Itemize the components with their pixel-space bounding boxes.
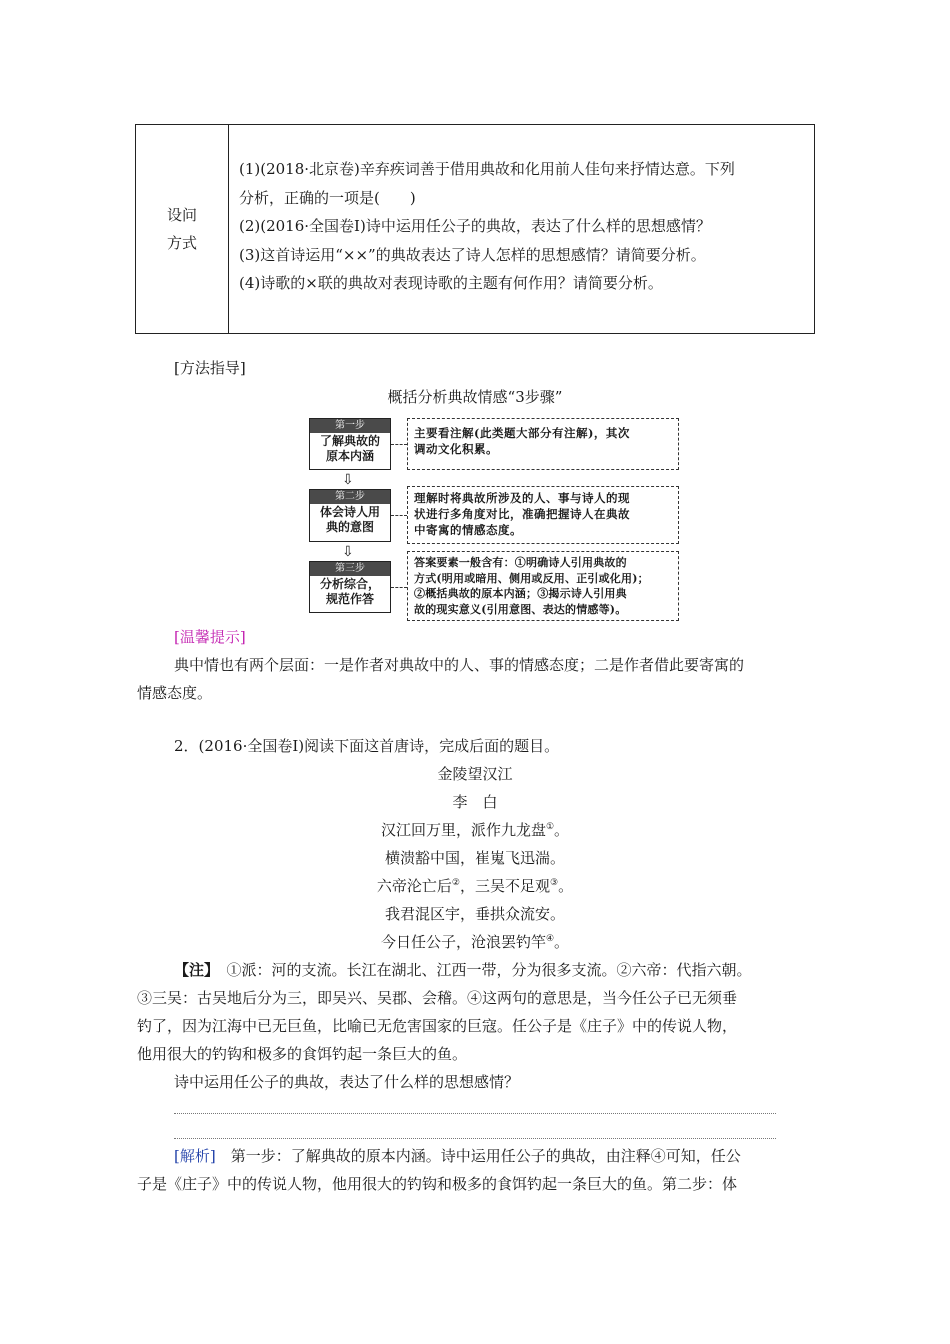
table-header-cell — [136, 125, 229, 333]
analysis-label: [解析] — [174, 1147, 216, 1165]
notes-label: 【注】 — [174, 961, 212, 979]
table-row: (4)诗歌的×联的典故对表现诗歌的主题有何作用？请简要分析。 — [239, 274, 663, 292]
verse-punct: 。 — [554, 821, 570, 839]
verse-text: 我君混区宇，垂拱众流安。 — [384, 905, 565, 923]
description-line: ②概括典故的原本内涵；③揭示诗人引用典 — [414, 587, 627, 600]
step-title — [310, 576, 390, 609]
step-box-2 — [309, 489, 391, 542]
poem-verse — [0, 931, 950, 952]
verse-text: 今日任公子，沧浪罢钓竿 — [380, 933, 546, 951]
table-content-cell — [229, 125, 814, 333]
question-format-table — [135, 124, 815, 334]
step-title-line: 了解典故的 — [319, 434, 380, 448]
question-intro: 2．(2016·全国卷Ⅰ)阅读下面这首唐诗，完成后面的题目。 — [174, 737, 560, 755]
step-title-line: 规范作答 — [325, 592, 374, 606]
step-tag: 第一步 — [310, 419, 390, 433]
poem-verse — [0, 819, 950, 840]
notes-text: ①派：河的支流。长江在湖北、江西一带，分为很多支流。②六帝：代指六朝。 — [211, 961, 752, 979]
answer-line[interactable] — [174, 1113, 776, 1114]
step-connector — [391, 515, 407, 516]
description-line: 中寄寓的情感态度。 — [414, 523, 522, 537]
step-title-line: 原本内涵 — [325, 449, 374, 463]
step-tag: 第二步 — [310, 490, 390, 504]
step-connector — [391, 587, 407, 588]
down-arrow-icon: ⇩ — [342, 544, 354, 560]
poem-title: 金陵望汉江 — [437, 765, 513, 783]
notes-line: 钓了，因为江海中已无巨鱼，比喻已无危害国家的巨寇。任公子是《庄子》中的传说人物， — [137, 1017, 738, 1035]
description-line: 调动文化积累。 — [414, 442, 498, 456]
step-title — [310, 504, 390, 537]
note-marker: ④ — [545, 934, 555, 944]
step-box-1 — [309, 418, 391, 470]
down-arrow-icon: ⇩ — [342, 472, 354, 488]
verse-text: 横溃豁中国，崔嵬飞迅湍。 — [384, 849, 565, 867]
description-line: 方式(明用或暗用、侧用或反用、正引或化用)； — [414, 571, 649, 585]
step-connector — [391, 444, 407, 445]
tip-text-line: 情感态度。 — [137, 684, 213, 702]
analysis-text: 第一步：了解典故的原本内涵。诗中运用任公子的典故，由注释④可知，任公 — [215, 1147, 741, 1165]
step-title-line: 分析综合， — [319, 577, 380, 591]
verse-punct: 。 — [558, 877, 574, 895]
notes-line: 他用很大的钓钩和极多的食饵钓起一条巨大的鱼。 — [137, 1045, 468, 1063]
analysis-line: 子是《庄子》中的传说人物，他用很大的钓钩和极多的食饵钓起一条巨大的鱼。第二步：体 — [137, 1175, 738, 1193]
verse-text: 汉江回万里，派作九龙盘 — [380, 821, 546, 839]
verse-punct: 。 — [554, 933, 570, 951]
table-row: (3)这首诗运用“××”的典故表达了诗人怎样的思想感情？请简要分析。 — [239, 245, 706, 264]
table-row: 分析，正确的一项是( ) — [239, 188, 416, 207]
description-line: 答案要素一般含有：①明确诗人引用典故的 — [414, 556, 627, 569]
diagram-title: 概括分析典故情感“3步骤” — [387, 388, 563, 406]
method-guide-label: [方法指导] — [174, 359, 246, 377]
description-line: 故的现实意义(引用意图、表达的情感等)。 — [414, 602, 627, 616]
note-marker: ② — [451, 878, 460, 888]
description-line: 主要看注解(此类题大部分有注解)，其次 — [414, 426, 630, 440]
step-box-3 — [309, 561, 391, 613]
step-title — [310, 433, 390, 466]
step-title-line: 典的意图 — [325, 520, 374, 534]
step-description-1 — [407, 418, 679, 470]
description-line: 状进行多角度对比，准确把握诗人在典故 — [414, 507, 630, 521]
verse-text: 六帝沦亡后 — [376, 877, 452, 895]
step-title-line: 体会诗人用 — [319, 505, 380, 519]
table-header-line2: 方式 — [166, 234, 197, 252]
note-marker: ③ — [550, 878, 559, 888]
answer-line[interactable] — [174, 1138, 776, 1139]
analysis-line — [174, 1145, 741, 1166]
notes-line: ③三吴：古吴地后分为三，即吴兴、吴郡、会稽。④这两句的意思是，当今任公子已无须垂 — [137, 989, 738, 1007]
table-row: (2)(2016·全国卷Ⅰ)诗中运用任公子的典故，表达了什么样的思想感情？ — [239, 217, 711, 235]
description-line: 理解时将典故所涉及的人、事与诗人的现 — [414, 491, 630, 505]
question-prompt: 诗中运用任公子的典故，表达了什么样的思想感情？ — [174, 1073, 520, 1091]
note-marker: ① — [545, 822, 555, 832]
step-tag: 第三步 — [310, 562, 390, 576]
tip-text-line: 典中情也有两个层面：一是作者对典故中的人、事的情感态度；二是作者借此要寄寓的 — [174, 656, 745, 674]
verse-text: ，三吴不足观 — [459, 877, 550, 895]
step-description-2 — [407, 486, 679, 544]
step-description-3 — [407, 551, 679, 621]
table-header-line1: 设问 — [166, 206, 197, 224]
table-row: (1)(2018·北京卷)辛弃疾词善于借用典故和化用前人佳句来抒情达意。下列 — [239, 160, 735, 178]
notes-line — [174, 959, 752, 980]
poem-author: 李 白 — [452, 793, 498, 811]
poem-verse — [0, 903, 950, 924]
tip-label: [温馨提示] — [174, 628, 246, 646]
poem-verse — [0, 847, 950, 868]
poem-verse — [0, 875, 950, 896]
